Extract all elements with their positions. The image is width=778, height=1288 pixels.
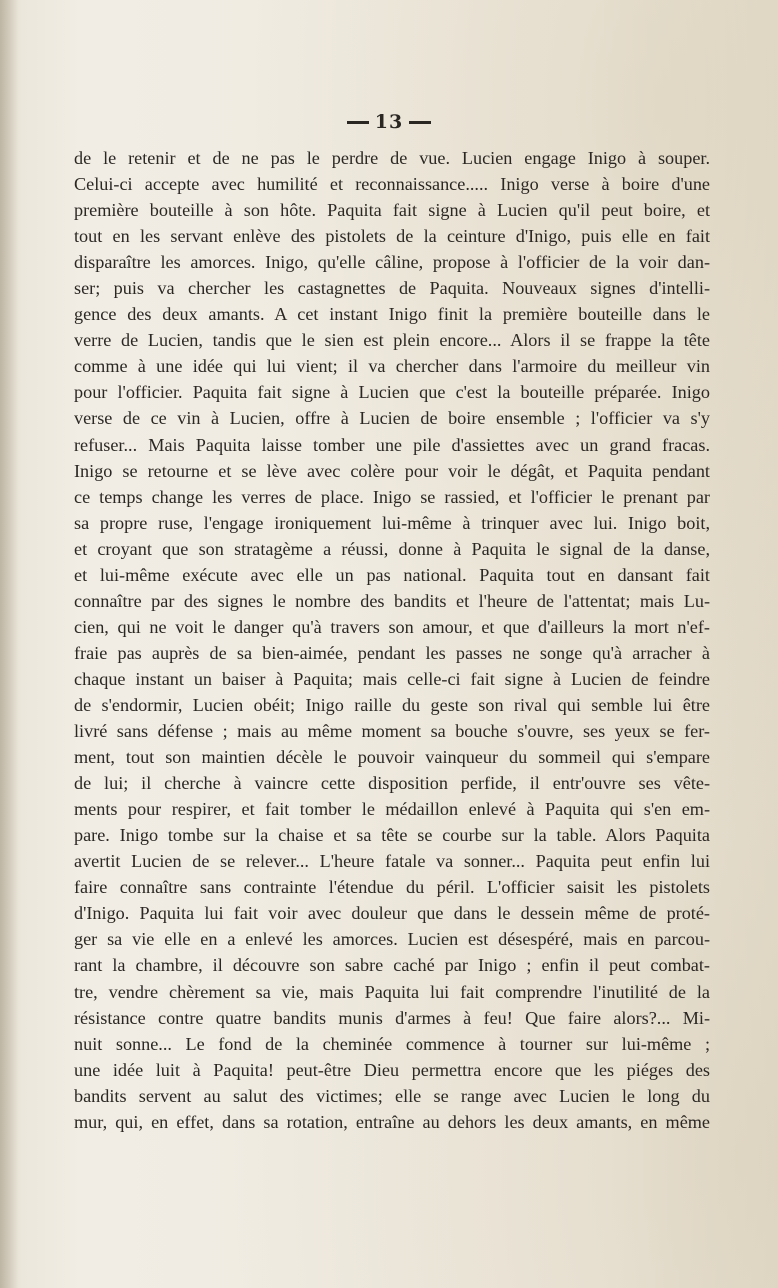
text-line: disparaître les amorces. Inigo, qu'elle câline, propose à l'officier de la voir dan- (74, 252, 710, 273)
text-line: ser; puis va chercher les castagnettes de Paquita. Nouveaux signes d'intelli- (74, 278, 710, 299)
text-line: et lui-même exécute avec elle un pas national. Paquita tout en dansant fait (74, 564, 710, 585)
text-line: ger sa vie elle en a enlevé les amorces. Lucien est désespéré, mais en parcou- (74, 929, 710, 950)
text-line: connaître par des signes le nombre des bandits et l'heure de l'attentat; mais Lu- (74, 590, 710, 611)
text-line: verse de ce vin à Lucien, offre à Lucien de boire ensemble ; l'officier va s'y (74, 408, 710, 429)
text-line: Inigo se retourne et se lève avec colère pour voir le dégât, et Paquita pendant (74, 460, 710, 481)
text-line: faire connaître sans contrainte l'étendue du péril. L'officier saisit les pistolets (74, 877, 710, 898)
text-line: mur, qui, en effet, dans sa rotation, entraîne au dehors les deux amants, en même (74, 1111, 710, 1132)
text-line: ments pour respirer, et fait tomber le médaillon enlevé à Paquita qui s'en em- (74, 799, 710, 820)
text-line: ce temps change les verres de place. Inigo se rassied, et l'officier le prenant par (74, 486, 710, 507)
body-text (74, 145, 710, 1135)
text-line: avertit Lucien de se relever... L'heure fatale va sonner... Paquita peut enfin lui (74, 851, 710, 872)
text-line: Celui-ci accepte avec humilité et reconnaissance..... Inigo verse à boire d'une (74, 174, 710, 195)
text-line: de s'endormir, Lucien obéit; Inigo raille du geste son rival qui semble lui être (74, 694, 710, 715)
text-line: résistance contre quatre bandits munis d'armes à feu! Que faire alors?... Mi- (74, 1007, 710, 1028)
text-line: d'Inigo. Paquita lui fait voir avec douleur que dans le dessein même de proté- (74, 903, 710, 924)
page-number-header (0, 111, 778, 133)
text-line: rant la chambre, il découvre son sabre caché par Inigo ; enfin il peut combat- (74, 955, 710, 976)
text-line: comme à une idée qui lui vient; il va chercher dans l'armoire du meilleur vin (74, 356, 710, 377)
text-line: fraie pas auprès de sa bien-aimée, pendant les passes ne songe qu'à arracher à (74, 642, 710, 663)
text-line: de le retenir et de ne pas le perdre de vue. Lucien engage Inigo à souper. (74, 148, 710, 168)
text-line: pare. Inigo tombe sur la chaise et sa tête se courbe sur la table. Alors Paquita (74, 825, 710, 846)
text-line: sa propre ruse, l'engage ironiquement lui-même à trinquer avec lui. Inigo boit, (74, 512, 710, 533)
text-line: de lui; il cherche à vaincre cette disposition perfide, il entr'ouvre ses vête- (74, 773, 710, 794)
text-line: livré sans défense ; mais au même moment sa bouche s'ouvre, ses yeux se fer- (74, 721, 710, 742)
text-line: gence des deux amants. A cet instant Inigo finit la première bouteille dans le (74, 304, 710, 325)
page-number: 13 (374, 111, 404, 133)
text-line: verre de Lucien, tandis que le sien est plein encore... Alors il se frappe la tête (74, 330, 710, 351)
text-line: ment, tout son maintien décèle le pouvoir vainqueur du sommeil qui s'empare (74, 747, 710, 768)
right-dash (409, 121, 431, 124)
text-line: cien, qui ne voit le danger qu'à travers son amour, et que d'ailleurs la mort n'ef- (74, 616, 710, 637)
text-line: bandits servent au salut des victimes; elle se range avec Lucien le long du (74, 1085, 710, 1106)
binding-gutter (0, 0, 18, 1288)
text-line: tre, vendre chèrement sa vie, mais Paquita lui fait comprendre l'inutilité de la (74, 981, 710, 1002)
text-line: première bouteille à son hôte. Paquita fait signe à Lucien qu'il peut boire, et (74, 200, 710, 221)
text-line: et croyant que son stratagème a réussi, donne à Paquita le signal de la danse, (74, 538, 710, 559)
text-line: refuser... Mais Paquita laisse tomber une pile d'assiettes avec un grand fracas. (74, 434, 710, 455)
text-line: une idée luit à Paquita! peut-être Dieu permettra encore que les piéges des (74, 1059, 710, 1080)
text-line: tout en les servant enlève des pistolets de la ceinture d'Inigo, puis elle en fait (74, 226, 710, 247)
text-line: pour l'officier. Paquita fait signe à Lucien que c'est la bouteille préparée. Inigo (74, 382, 710, 403)
left-dash (347, 121, 369, 124)
text-line: nuit sonne... Le fond de la cheminée commence à tourner sur lui-même ; (74, 1033, 710, 1054)
text-line: chaque instant un baiser à Paquita; mais celle-ci fait signe à Lucien de feindre (74, 668, 710, 689)
